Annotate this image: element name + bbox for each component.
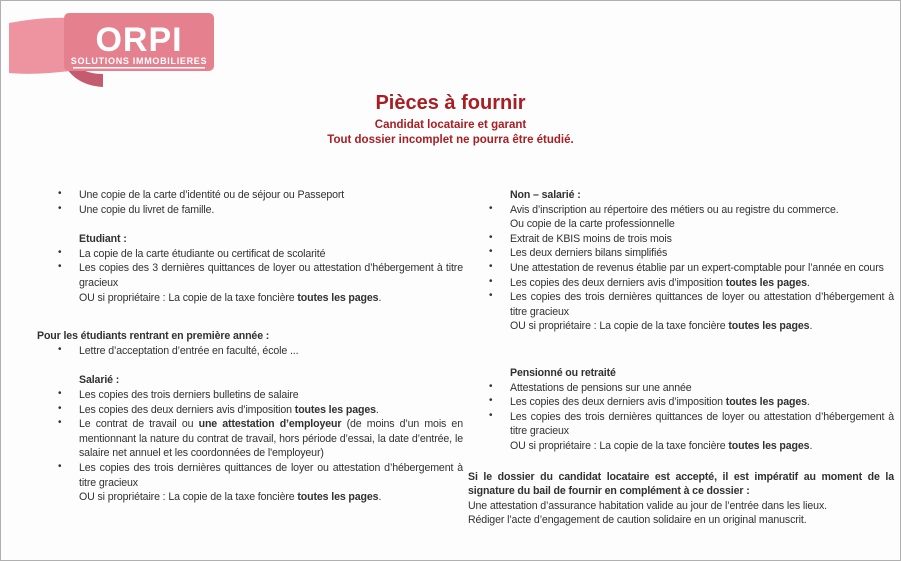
document-line	[79, 291, 463, 306]
section-heading	[79, 232, 463, 247]
bullet-marker: •	[489, 395, 493, 407]
text-run: Avis d’inscription au répertoire des métiers ou au registre du commerce.	[510, 203, 839, 216]
bullet-item	[468, 261, 894, 276]
document-line	[510, 290, 894, 319]
text-run: Attestations de pensions sur une année	[510, 381, 692, 394]
document-line	[79, 247, 463, 262]
text-run: (de moins d’un mois en mentionnant la nature du contrat de travail, hors période d’essai, la date d’entrée, le salaire net annuel et les coordonnées de l'employeur)	[79, 418, 463, 460]
bullet-text	[510, 276, 894, 291]
text-run: OU si propriétaire : La copie de la taxe foncière	[510, 439, 729, 452]
bullet-marker: •	[58, 188, 62, 199]
section-heading	[37, 329, 463, 344]
text-run: Le contrat de travail ou	[79, 418, 199, 431]
bullet-item	[468, 395, 894, 410]
text-run: OU si propriétaire : La copie de la taxe foncière	[79, 291, 298, 304]
bullet-marker: •	[489, 275, 493, 287]
note-line	[468, 470, 894, 499]
text-run: Une attestation de revenus établie par un expert-comptable pour l’année en cours	[510, 261, 884, 274]
bullet-text	[510, 395, 894, 410]
text-run: Etudiant :	[79, 233, 127, 246]
document-line	[510, 217, 894, 232]
bullet-marker: •	[489, 409, 493, 421]
bullet-marker: •	[58, 417, 62, 429]
text-run: OU si propriétaire : La copie de la taxe foncière	[510, 320, 729, 333]
bullet-text	[79, 188, 463, 203]
bullet-marker: •	[489, 290, 493, 302]
bullet-item	[37, 188, 463, 203]
text-run: toutes les pages	[728, 439, 810, 452]
text-run: .	[806, 396, 810, 409]
text-run: Les copies des trois dernières quittances de loyer ou attestation d’hébergement à titre gracieux	[510, 410, 894, 438]
bullet-text	[510, 290, 894, 334]
bullet-marker: •	[489, 260, 493, 272]
content-columns	[37, 188, 894, 528]
text-run: Les copies des trois dernières quittances de loyer ou attestation d’hébergement à titre gracieux	[510, 291, 894, 318]
text-run: Ou copie de la carte professionnelle	[510, 218, 675, 231]
bullet-item	[468, 290, 894, 334]
text-run: Les copies des trois derniers bulletins de salaire	[79, 388, 299, 401]
page-title: Pièces à fournir	[375, 92, 526, 114]
bullet-text	[79, 247, 463, 262]
text-run: Les copies des deux derniers avis d’imposition	[79, 403, 295, 416]
text-run: Une copie du livret de famille.	[79, 203, 215, 216]
bullet-text	[510, 261, 894, 276]
bullet-text	[79, 417, 463, 461]
bullet-marker: •	[58, 402, 62, 414]
text-run: La copie de la carte étudiante ou certificat de scolarité	[79, 247, 326, 260]
text-run: Si le dossier du candidat locataire est accepté, il est impératif au moment de la signature du bail de fournir en complément à ce dossier :	[468, 470, 894, 498]
left-column	[37, 188, 463, 528]
text-run: toutes les pages	[728, 320, 810, 333]
bullet-text	[79, 344, 463, 359]
text-run: Une copie de la carte d’identité ou de séjour ou Passeport	[79, 189, 345, 201]
document-line	[510, 395, 894, 410]
section-heading	[510, 366, 894, 381]
bullet-item	[468, 246, 894, 261]
text-run: toutes les pages	[297, 491, 379, 504]
bullet-item	[37, 261, 463, 305]
document-line	[510, 410, 894, 439]
text-run: Salarié :	[79, 374, 120, 387]
bullet-text	[510, 203, 894, 232]
text-run: Extrait de KBIS moins de trois mois	[510, 232, 672, 245]
document-line	[79, 490, 463, 505]
bullet-text	[510, 381, 894, 396]
bullet-item	[37, 203, 463, 218]
document-line	[510, 381, 894, 396]
document-header	[1, 91, 900, 148]
text-run: Rédiger l’acte d’engagement de caution solidaire en un original manuscrit.	[468, 514, 807, 527]
bullet-text	[79, 461, 463, 505]
bullet-item	[468, 410, 894, 454]
document-line	[510, 261, 894, 276]
bullet-text	[510, 232, 894, 247]
document-line	[510, 246, 894, 261]
document-line	[79, 344, 463, 359]
text-run: .	[375, 403, 379, 416]
document-line	[79, 403, 463, 418]
bullet-item	[37, 403, 463, 418]
document-line	[510, 319, 894, 334]
text-run: toutes les pages	[297, 291, 379, 304]
bullet-text	[79, 388, 463, 403]
bullet-marker: •	[58, 246, 62, 258]
bullet-item	[37, 247, 463, 262]
text-run: toutes les pages	[725, 276, 807, 289]
logo-tagline-text: SOLUTIONS IMMOBILIERES	[70, 56, 208, 66]
note-line	[468, 499, 894, 514]
document-line	[79, 203, 463, 218]
bullet-text	[510, 246, 894, 261]
document-line	[79, 188, 463, 203]
text-run: .	[806, 276, 810, 289]
bullet-marker: •	[58, 202, 62, 214]
bullet-marker: •	[489, 202, 493, 214]
text-run: Les deux derniers bilans simplifiés	[510, 247, 668, 260]
right-column	[468, 188, 894, 528]
note-line	[468, 513, 894, 528]
text-run: Une attestation d’assurance habitation valide au jour de l’entrée dans les lieux.	[468, 499, 827, 512]
text-run: Les copies des trois dernières quittances de loyer ou attestation d’hébergement à titre gracieux	[79, 461, 463, 489]
bullet-marker: •	[489, 380, 493, 392]
bullet-text	[79, 203, 463, 218]
subtitle-line-1: Candidat locataire et garant	[374, 119, 527, 131]
text-run: :	[262, 330, 270, 343]
ribbon-band-shape	[9, 18, 71, 74]
section-heading	[510, 188, 894, 203]
bullet-text	[510, 410, 894, 454]
text-run: Non – salarié :	[510, 189, 581, 201]
document-line	[79, 388, 463, 403]
bullet-item	[468, 276, 894, 291]
text-run: .	[809, 320, 813, 333]
document-line	[79, 461, 463, 490]
closing-note	[468, 470, 894, 528]
section-heading	[79, 373, 463, 388]
bullet-marker: •	[58, 343, 62, 355]
document-line	[510, 276, 894, 291]
text-run: toutes les pages	[725, 396, 807, 409]
subtitle-line-2: Tout dossier incomplet ne pourra être étudié.	[327, 134, 574, 146]
orpi-logo-graphic	[9, 7, 219, 95]
bullet-item	[468, 203, 894, 232]
text-run: toutes les pages	[294, 403, 376, 416]
document-line	[510, 439, 894, 454]
bullet-text	[79, 403, 463, 418]
bullet-marker: •	[58, 261, 62, 273]
document-line	[79, 261, 463, 290]
text-run: Pour les étudiants rentrant en première année	[37, 330, 263, 343]
logo-brand-text: ORPI	[95, 21, 183, 59]
document-line	[510, 232, 894, 247]
bullet-text	[79, 261, 463, 305]
logo-underline	[73, 67, 205, 69]
text-run: Lettre d’acceptation d’entrée en faculté, école ...	[79, 344, 299, 357]
text-run: Les copies des 3 dernières quittances de loyer ou attestation d’hébergement à titre gracieux	[79, 262, 463, 289]
document-line	[79, 417, 463, 461]
bullet-item	[468, 232, 894, 247]
bullet-marker: •	[489, 231, 493, 243]
text-run: Pensionné ou retraité	[510, 366, 616, 379]
text-run: Les copies des deux derniers avis d’imposition	[510, 276, 726, 289]
text-run: OU si propriétaire : La copie de la taxe foncière	[79, 491, 298, 504]
bullet-marker: •	[58, 387, 62, 399]
document-line	[510, 203, 894, 218]
text-run: .	[809, 439, 813, 452]
orpi-logo	[9, 7, 219, 95]
bullet-item	[468, 381, 894, 396]
bullet-item	[37, 417, 463, 461]
bullet-item	[37, 344, 463, 359]
text-run: Les copies des deux derniers avis d’imposition	[510, 396, 726, 409]
bullet-marker: •	[489, 246, 493, 258]
bullet-item	[37, 388, 463, 403]
bullet-marker: •	[58, 460, 62, 472]
bullet-item	[37, 461, 463, 505]
text-run: .	[378, 491, 382, 504]
text-run: .	[378, 291, 382, 304]
text-run: une attestation d’employeur	[198, 418, 342, 431]
